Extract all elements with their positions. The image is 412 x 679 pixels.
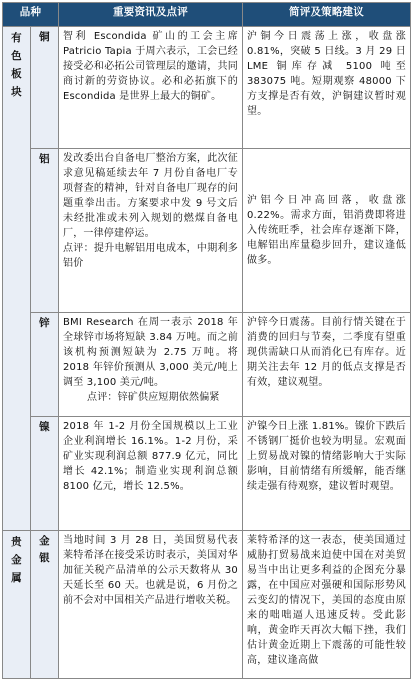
commodity-nickel: 镍 [31,417,59,531]
table-row-aluminium [3,149,411,313]
news-aluminium [59,149,243,313]
advice-copper: 沪铜今日震荡上涨，收盘涨 0.81%，突破 5 日线。3 月 29 日 LME 铜库存减 5100 吨至 383075 吨。短期观察 48000 下方支撑是否有效，沪铜建议暂时观望。 [243,27,411,149]
commodity-aluminium: 铝 [31,149,59,313]
news-comment: 点评：提升电解铝用电成本，中期利多铝价 [63,243,238,269]
news-nickel [59,417,243,531]
news-text: 当地时间 3 月 28 日，美国贸易代表莱特希泽在接受采访时表示，美国对华加征关税产品清单的公示天数将从 30 天延长至 60 天。也就是说，6 月份之前不会对中国相关产品进行增收关税。 [63,535,238,606]
news-text: BMI Research 在周一表示 2018 年全球锌市场将短缺 3.84 万吨。而之前该机构预测短缺为 2.75 万吨。将 2018 年锌价预测从 3,000 美元/吨上调至 3,100 美元/吨。 [63,317,238,388]
table-row-copper [3,27,411,149]
table-row-gold-silver [3,531,411,679]
sector-label: 贵金属 [11,536,22,584]
news-text: 发改委出台自备电厂整治方案，此次征求意见稿延续去年 7 月份自备电厂专项督查的精神，针对自备电厂现存的问题重拳出击。方案要求中发 9 号文后未经批准或未列入规划的燃煤自备电厂，一律停建停运。 [63,153,238,239]
news-zinc [59,313,243,417]
commodity-gold-silver [31,531,59,679]
table-row-nickel [3,417,411,531]
sector-precious-metals [3,531,31,679]
news-gold-silver [59,531,243,679]
commodity-label: 金银 [39,535,50,564]
table-row-zinc [3,313,411,417]
advice-zinc: 沪锌今日震荡。目前行情关键在于消费的回归与节奏，二季度有望重现供需缺口从而消化已有库存。近期关注去年 12 月的低点支撑是否有效，建议观望。 [243,313,411,417]
commodity-copper: 铜 [31,27,59,149]
commodity-zinc: 锌 [31,313,59,417]
news-copper [59,27,243,149]
header-advice: 简评及策略建议 [243,3,411,27]
advice-gold-silver: 莱特希泽的这一表态，使美国通过威胁打贸易战来迫使中国在对美贸易当中出让更多利益的企图充分暴露，在中国应对强硬和国际形势风云变幻的情况下，美国的态度由原来的咄咄逼人迅速反转。受此影响，黄金昨天再次大幅下挫，我们估计黄金近期上下震荡的可能性较高，建议逢高做 [243,531,411,679]
news-comment: 点评：锌矿供应短期依然偏紧 [87,392,220,403]
news-text: 智利 Escondida 矿山的工会主席 Patricio Tapia 于周六表示，工会已经接受必和必拓公司管理层的邀请，共同商讨新的劳资协议。必和必拓旗下的 Escondida 是世界上最大的铜矿。 [63,31,238,102]
sector-label: 有色板块 [11,32,22,98]
commodity-report-table [2,2,411,679]
advice-nickel: 沪镍今日上涨 1.81%。镍价下跌后不锈钢厂挺价也较为明显。宏观面上贸易战对镍的情绪影响大于实际影响，目前情绪有所缓解，能否继续走强有待观察，建议暂时观望。 [243,417,411,531]
news-text: 2018 年 1-2 月份全国规模以上工业企业利润增长 16.1%。1-2 月份，采矿业实现利润总额 877.9 亿元，同比增长 42.1%；制造业实现利润总额 8100 亿元，增长 12.5%。 [63,421,238,492]
table-header-row [3,3,411,27]
sector-nonferrous [3,27,31,531]
header-sector: 品种 [3,3,59,27]
header-news: 重要资讯及点评 [59,3,243,27]
advice-aluminium: 沪铝今日冲高回落，收盘涨 0.22%。需求方面，铝消费即将进入传统旺季，社会库存逐渐下降，电解铝出库量稳步回升，建议逢低做多。 [243,149,411,313]
